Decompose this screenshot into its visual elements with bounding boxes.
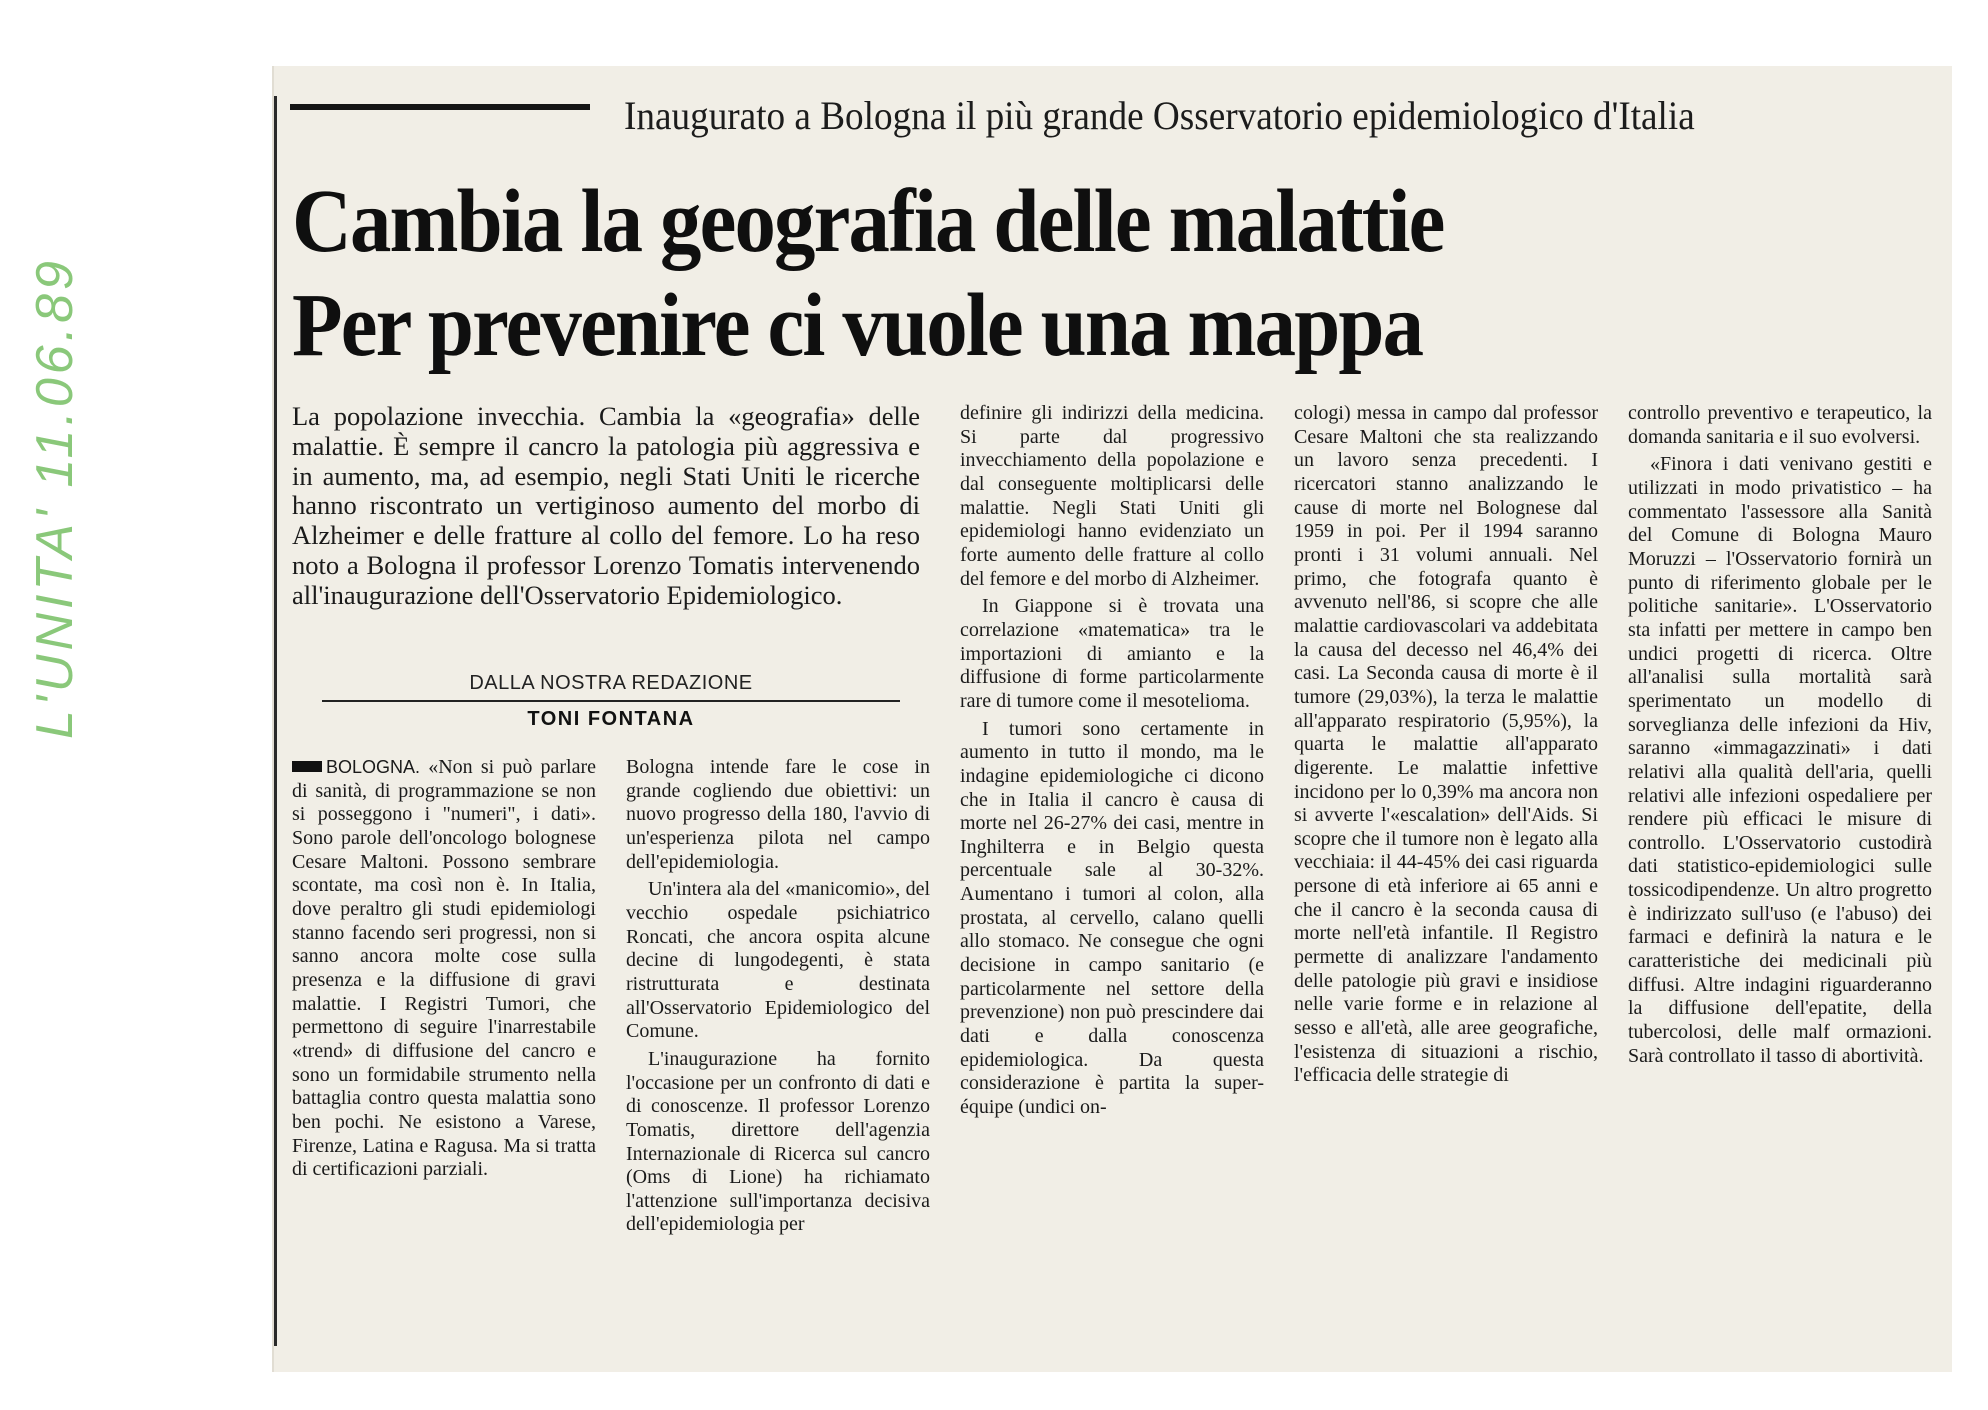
byline (322, 672, 900, 731)
newspaper-clipping (272, 66, 1952, 1372)
article-kicker: Inaugurato a Bologna il più grande Osservatorio epidemiologico d'Italia (624, 93, 1695, 138)
kicker-bar (290, 104, 590, 110)
article-lead: La popolazione invecchia. Cambia la «geografia» delle malattie. È sempre il cancro la patologia più aggressiva e in aumento, ma, ad esempio, negli Stati Uniti le ricerche hanno riscontrato un vertiginoso aumento del morbo di Alzheimer e delle fratture al collo del femore. Lo ha reso noto a Bologna il professor Lorenzo Tomatis intervenendo all'inaugurazione dell'Osservatorio Epidemiologico. (292, 401, 920, 610)
paragraph: «Finora i dati venivano gestiti e utilizzati in modo privatistico – ha commentato l'assessore alla Sanità del Comune di Bologna Mauro Moruzzi – l'Osservatorio fornirà un punto di riferimento globale per le politiche sanitarie». L'Osservatorio sta infatti per mettere in campo ben undici progetti di ricerca. Oltre all'analisi sulla mortalità sarà sperimentato un modello di sorveglianza delle infezioni da Hiv, saranno «immagazzinati» i dati relativi alla qualità dell'aria, quelli relativi alle infezioni ospedaliere per rendere più efficaci le misure di controllo. L'Osservatorio custodirà dati statistico-epidemiologici sulle tossicodipendenze. Un altro progretto è indirizzato sull'uso (e l'abuso) dei farmaci e definirà la natura e le caratteristiche dei medicinali più diffusi. Altre indagini riguarderanno la diffusione dell'epatite, della tubercolosi, delle malf ormazioni. Sarà controllato il tasso di abortività. (1628, 453, 1932, 1067)
headline-line-1: Cambia la geografia delle malattie (292, 172, 1444, 271)
redazione-label: DALLA NOSTRA REDAZIONE (469, 672, 753, 694)
paragraph-text: «Non si può parlare di sanità, di programmazione se non si posseggono i "numeri", i dati». Sono parole dell'oncologo bolognese Cesare Maltoni. Possono sembrare scontate, ma così non è. In Italia, dove peraltro gli studi epidemiologi stanno facendo seri progressi, non si sanno ancora molte cose sulla presenza e la diffusione di gravi malattie. I Registri Tumori, che permettono di seguire l'inarrestabile «trend» di diffusione del cancro e sono un formidabile strumento nella battaglia contro questa malattia sono ben pochi. Ne esistono a Varese, Firenze, Latina e Ragusa. Ma si tratta di certificazioni parziali. (292, 756, 596, 1181)
paragraph: definire gli indirizzi della medicina. Si parte dal progressivo invecchiamento della popolazione e dal conseguente moltiplicarsi delle malattie. Negli Stati Uniti gli epidemiologi hanno evidenziato un forte aumento delle fratture al collo del femore e del morbo di Alzheimer. (960, 402, 1264, 590)
column-4 (1294, 402, 1598, 1092)
paragraph: cologi) messa in campo dal professor Cesare Maltoni che sta realizzando un lavoro senza precedenti. I ricercatori stanno analizzando le cause di morte nel Bolognese dal 1959 in poi. Per il 1994 saranno pronti i 31 volumi annuali. Nel primo, che fotografa quanto è avvenuto nell'86, si scopre che alle malattie cardiovascolari va addebitata la causa del decesso nel 46,4% dei casi. La Seconda causa di morte è il tumore (29,03%), la terza le malattie all'apparato respiratorio (5,95%), la quarta le malattie all'apparato digerente. Le malattie infettive incidono per lo 0,39% ma ancora non si avverte l'«escalation» dell'Aids. Si scopre che il tumore non è legato alla vecchiaia: il 44-45% dei casi riguarda persone di età inferiore ai 65 anni e che il cancro è la seconda causa di morte nell'età infantile. Il Registro permette di analizzare l'andamento delle patologie più gravi e insidiose nelle varie forme e in relazione al sesso e all'età, alle aree geografiche, l'esistenza di situazioni a rischio, l'efficacia delle strategie di (1294, 402, 1598, 1087)
column-1 (292, 756, 596, 1186)
paragraph: controllo preventivo e terapeutico, la domanda sanitaria e il suo evolversi. (1628, 402, 1932, 448)
handwritten-date-note (20, 258, 90, 738)
paragraph: L'inaugurazione ha fornito l'occasione per un confronto di dati e di conoscenze. Il professor Lorenzo Tomatis, direttore dell'agenzia Internazionale di Ricerca sul cancro (Oms di Lione) ha richiamato l'attenzione sull'importanza decisiva dell'epidemiologia per (626, 1047, 930, 1236)
article-headline (292, 170, 1764, 378)
dateline: BOLOGNA. (326, 757, 421, 777)
column-3 (960, 402, 1264, 1124)
clipping-left-rule (274, 96, 277, 1346)
handwritten-note-text: L'UNITA' 11.06.89 (26, 257, 84, 739)
paragraph: Un'intera ala del «manicomio», del vecchio ospedale psichiatrico Roncati, che ancora ospita alcune decine di lungodegenti, è stata ristrutturata e destinata all'Osservatorio Epidemiologico del Comune. (626, 878, 930, 1043)
paragraph: In Giappone si è trovata una correlazione «matematica» tra le importazioni di amianto e la diffusione di forme particolarmente rare di tumore come il mesotelioma. (960, 595, 1264, 712)
paragraph (292, 756, 596, 1182)
dateline-mark-icon (292, 761, 322, 772)
headline-line-2: Per prevenire ci vuole una mappa (292, 276, 1423, 375)
byline-divider (322, 700, 900, 702)
paragraph: Bologna intende fare le cose in grande cogliendo due obiettivi: un nuovo progresso della 180, l'avvio di un'esperienza pilota nel campo dell'epidemiologia. (626, 756, 930, 873)
column-5 (1628, 402, 1932, 1072)
paragraph: I tumori sono certamente in aumento in tutto il mondo, ma le indagine epidemiologiche ci dicono che in Italia il cancro è causa di morte nel 26-27% dei casi, mentre in Inghilterra e in Belgio questa percentuale sale al 30-32%. Aumentano i tumori al colon, alla prostata, al cervello, calano quelli allo stomaco. Ne consegue che ogni decisione in campo sanitario (e particolarmente nel settore della prevenzione) non può prescindere dai dati e dalla conoscenza epidemiologica. Da questa considerazione è partita la super-équipe (undici on- (960, 717, 1264, 1119)
author-name: TONI FONTANA (527, 708, 695, 730)
column-2 (626, 756, 930, 1241)
